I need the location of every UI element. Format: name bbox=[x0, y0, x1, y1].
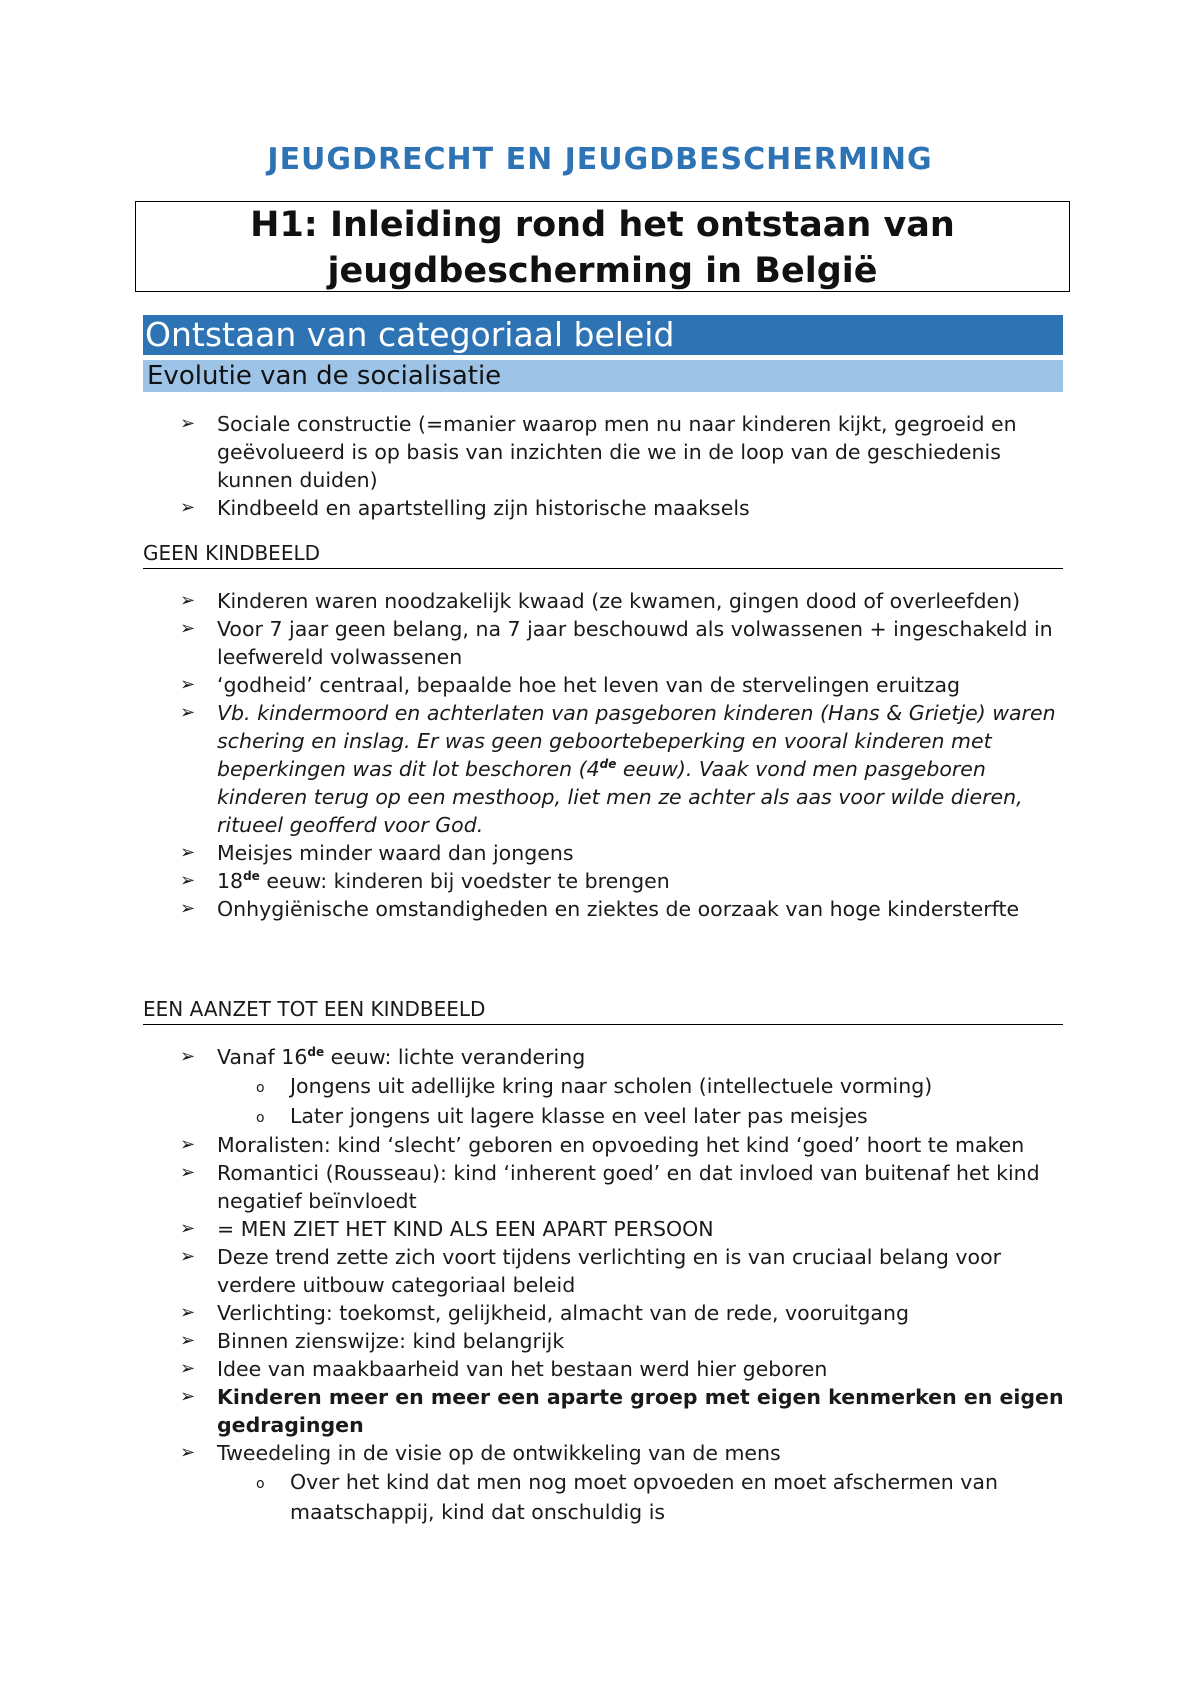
superscript: de bbox=[307, 1045, 325, 1060]
list-item-text: Voor 7 jaar geen belang, na 7 jaar beschouwd als volwassenen + ingeschakeld in leefwereld volwassenen bbox=[217, 617, 1053, 669]
arrow-bullet-icon: ➢ bbox=[180, 1442, 196, 1463]
list-item-text: Onhygiënische omstandigheden en ziektes de oorzaak van hoge kindersterfte bbox=[217, 897, 1020, 921]
list-item bbox=[0, 1327, 1200, 1355]
sub-list-item bbox=[0, 1101, 1200, 1131]
list-item-text-part2: eeuw: kinderen bij voedster te brengen bbox=[259, 869, 670, 893]
section-heading-aanzet-kindbeeld: EEN AANZET TOT EEN KINDBEELD bbox=[143, 997, 1063, 1025]
list-item-text-part1: 18 bbox=[217, 869, 244, 893]
list-item bbox=[0, 1215, 1200, 1243]
superscript: de bbox=[243, 869, 260, 884]
list-item bbox=[0, 494, 1200, 522]
list-item-text: Kindbeeld en apartstelling zijn historische maaksels bbox=[217, 496, 750, 520]
list-item bbox=[0, 867, 1200, 895]
list-item-text: Kinderen waren noodzakelijk kwaad (ze kwamen, gingen dood of overleefden) bbox=[217, 589, 1021, 613]
list-item bbox=[0, 1355, 1200, 1383]
heading-2: Evolutie van de socialisatie bbox=[143, 360, 1063, 392]
chapter-title-box bbox=[135, 201, 1070, 292]
sub-list-item bbox=[0, 1467, 1200, 1527]
list-item bbox=[0, 839, 1200, 867]
list-item bbox=[0, 615, 1200, 671]
arrow-bullet-icon: ➢ bbox=[180, 618, 196, 639]
arrow-bullet-icon: ➢ bbox=[180, 1302, 196, 1323]
list-item-text-part1: Vanaf 16 bbox=[217, 1045, 308, 1069]
list-item bbox=[0, 1131, 1200, 1159]
list-item-text-part2: eeuw). Vaak vond men pasgeboren kinderen terug op een mesthoop, liet men ze achter als aas voor wilde dieren, ritueel geofferd voor God. bbox=[217, 757, 1023, 837]
list-item-text-part1: Vb. kindermoord en achterlaten van pasgeboren kinderen (Hans & Grietje) waren schering en inslag. Er was geen geboortebeperking en vooral kinderen met beperkingen was dit lot beschoren (4 bbox=[217, 701, 1056, 781]
list-item-text: Tweedeling in de visie op de ontwikkeling van de mens bbox=[217, 1441, 781, 1465]
list-item bbox=[0, 895, 1200, 923]
section-heading-geen-kindbeeld: GEEN KINDBEELD bbox=[143, 541, 1063, 569]
sub-list-item-text: Over het kind dat men nog moet opvoeden en moet afschermen van maatschappij, kind dat onschuldig is bbox=[290, 1470, 998, 1524]
sub-list-item bbox=[0, 1071, 1200, 1101]
heading-1: Ontstaan van categoriaal beleid bbox=[143, 315, 1063, 355]
chapter-title-line2: jeugdbescherming in België bbox=[327, 251, 878, 291]
list-item-text: Sociale constructie (=manier waarop men nu naar kinderen kijkt, gegroeid en geëvolueerd is op basis van inzichten die we in de loop van de geschiedenis kunnen duiden) bbox=[217, 412, 1017, 492]
list-item-text: ‘godheid’ centraal, bepaalde hoe het leven van de stervelingen eruitzag bbox=[217, 673, 961, 697]
circle-bullet-icon: o bbox=[256, 1110, 265, 1126]
list-item bbox=[0, 1159, 1200, 1215]
sub-list-item-text: Later jongens uit lagere klasse en veel later pas meisjes bbox=[290, 1104, 868, 1128]
list-item-text: = MEN ZIET HET KIND ALS EEN APART PERSOON bbox=[217, 1217, 714, 1241]
arrow-bullet-icon: ➢ bbox=[180, 1330, 196, 1351]
arrow-bullet-icon: ➢ bbox=[180, 674, 196, 695]
list-item bbox=[0, 671, 1200, 699]
arrow-bullet-icon: ➢ bbox=[180, 1218, 196, 1239]
list-item-text: Kinderen meer en meer een aparte groep met eigen kenmerken en eigen gedragingen bbox=[217, 1385, 1064, 1437]
list-item bbox=[0, 1383, 1200, 1439]
list-item-text: Meisjes minder waard dan jongens bbox=[217, 841, 574, 865]
arrow-bullet-icon: ➢ bbox=[180, 1358, 196, 1379]
list-item bbox=[0, 1243, 1200, 1299]
list-item-text: Romantici (Rousseau): kind ‘inherent goed’ en dat invloed van buitenaf het kind negatief beïnvloedt bbox=[217, 1161, 1040, 1213]
list-item bbox=[0, 1043, 1200, 1071]
list-item-text: Deze trend zette zich voort tijdens verlichting en is van cruciaal belang voor verdere uitbouw categoriaal beleid bbox=[217, 1245, 1002, 1297]
list-item bbox=[0, 1299, 1200, 1327]
circle-bullet-icon: o bbox=[256, 1476, 265, 1492]
superscript: de bbox=[599, 757, 617, 772]
sub-list-item-text: Jongens uit adellijke kring naar scholen (intellectuele vorming) bbox=[290, 1074, 933, 1098]
aanzet-kindbeeld-list bbox=[0, 1043, 1200, 1527]
arrow-bullet-icon: ➢ bbox=[180, 1134, 196, 1155]
arrow-bullet-icon: ➢ bbox=[180, 590, 196, 611]
arrow-bullet-icon: ➢ bbox=[180, 842, 196, 863]
list-item-text: Moralisten: kind ‘slecht’ geboren en opvoeding het kind ‘goed’ hoort te maken bbox=[217, 1133, 1025, 1157]
list-item bbox=[0, 1439, 1200, 1467]
intro-list bbox=[0, 410, 1200, 522]
circle-bullet-icon: o bbox=[256, 1080, 265, 1096]
arrow-bullet-icon: ➢ bbox=[180, 413, 196, 434]
arrow-bullet-icon: ➢ bbox=[180, 1162, 196, 1183]
arrow-bullet-icon: ➢ bbox=[180, 898, 196, 919]
list-item bbox=[0, 410, 1200, 494]
chapter-title-line1: H1: Inleiding rond het ontstaan van bbox=[250, 205, 955, 245]
document-title: JEUGDRECHT EN JEUGDBESCHERMING bbox=[267, 142, 933, 177]
arrow-bullet-icon: ➢ bbox=[180, 702, 196, 723]
arrow-bullet-icon: ➢ bbox=[180, 870, 196, 891]
arrow-bullet-icon: ➢ bbox=[180, 1046, 196, 1067]
list-item bbox=[0, 699, 1200, 839]
list-item-text: Idee van maakbaarheid van het bestaan werd hier geboren bbox=[217, 1357, 828, 1381]
arrow-bullet-icon: ➢ bbox=[180, 1246, 196, 1267]
arrow-bullet-icon: ➢ bbox=[180, 1386, 196, 1407]
arrow-bullet-icon: ➢ bbox=[180, 497, 196, 518]
list-item-text: Binnen zienswijze: kind belangrijk bbox=[217, 1329, 565, 1353]
list-item bbox=[0, 587, 1200, 615]
list-item-text: Verlichting: toekomst, gelijkheid, almacht van de rede, vooruitgang bbox=[217, 1301, 909, 1325]
list-item-text-part2: eeuw: lichte verandering bbox=[324, 1045, 586, 1069]
geen-kindbeeld-list bbox=[0, 587, 1200, 923]
